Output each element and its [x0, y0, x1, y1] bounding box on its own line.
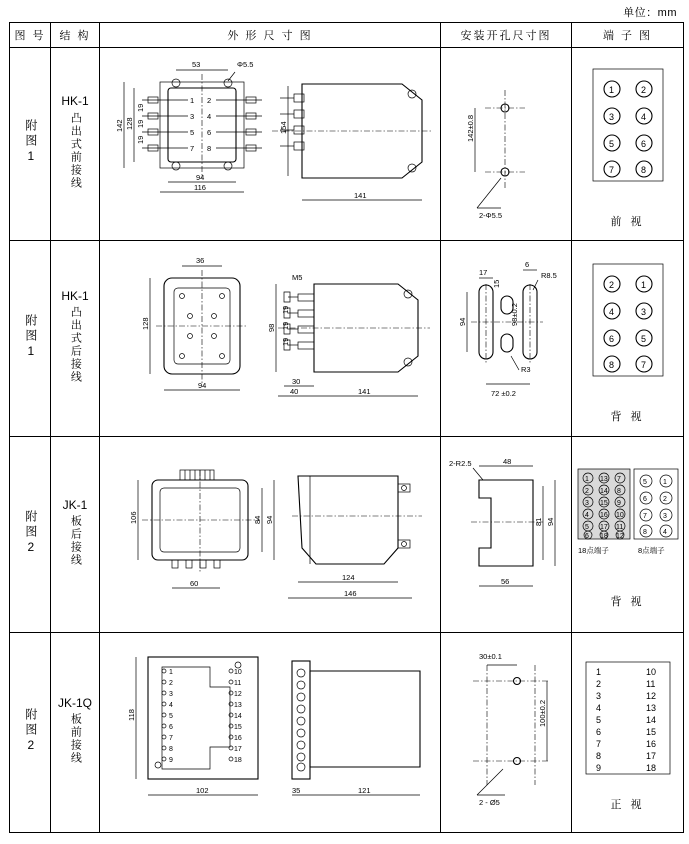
svg-text:19: 19	[136, 119, 145, 128]
svg-text:30: 30	[292, 376, 301, 386]
svg-text:4: 4	[207, 112, 212, 121]
svg-text:14: 14	[600, 487, 608, 495]
svg-text:6: 6	[169, 723, 173, 731]
svg-text:102: 102	[196, 785, 209, 795]
row-no-label-3: 附图2	[23, 509, 38, 557]
svg-text:30±0.1: 30±0.1	[479, 651, 502, 661]
terminal-diagram-3	[574, 461, 681, 591]
svg-text:11: 11	[616, 523, 624, 531]
struct-name-3: JK-1	[62, 497, 88, 512]
svg-text:94: 94	[196, 173, 205, 182]
svg-text:10: 10	[646, 666, 657, 677]
hole-drawing-3	[443, 440, 569, 630]
terminal-diagram-2	[574, 254, 681, 406]
svg-text:9: 9	[596, 762, 602, 773]
row-dim-cell-1	[100, 48, 441, 241]
struct-desc-2: 凸出式后接线	[69, 306, 82, 385]
svg-text:6: 6	[609, 333, 615, 344]
svg-text:17: 17	[479, 267, 488, 277]
row-hole-cell-2	[441, 241, 572, 437]
row-dim-cell-4	[100, 633, 441, 833]
row-no-cell-3	[10, 437, 51, 633]
svg-text:7: 7	[617, 475, 621, 483]
svg-text:84: 84	[253, 515, 262, 524]
row-struct-cell-3	[51, 437, 100, 633]
svg-text:18: 18	[646, 762, 657, 773]
svg-text:3: 3	[596, 690, 602, 701]
svg-text:8: 8	[596, 750, 602, 761]
svg-text:16: 16	[600, 511, 608, 519]
svg-text:16: 16	[234, 734, 242, 742]
svg-text:116: 116	[194, 183, 206, 192]
svg-text:9: 9	[617, 499, 621, 507]
svg-text:53: 53	[192, 60, 201, 69]
svg-text:94: 94	[546, 517, 555, 526]
svg-text:3: 3	[190, 112, 195, 121]
hole-drawing-2	[443, 244, 569, 434]
svg-text:5: 5	[641, 333, 647, 344]
svg-text:48: 48	[503, 456, 512, 466]
svg-text:2-R2.5: 2-R2.5	[449, 458, 472, 468]
svg-text:R8.5: R8.5	[541, 270, 557, 280]
svg-text:6: 6	[585, 532, 589, 540]
table-row	[10, 437, 684, 633]
svg-text:98: 98	[267, 323, 276, 332]
row-term-cell-4	[572, 633, 684, 833]
svg-text:7: 7	[190, 144, 195, 153]
svg-text:19: 19	[136, 135, 145, 144]
svg-text:2: 2	[207, 96, 212, 105]
svg-text:9: 9	[169, 756, 173, 764]
svg-text:5: 5	[596, 714, 602, 725]
svg-text:4: 4	[663, 528, 667, 536]
svg-text:19: 19	[281, 337, 290, 346]
svg-text:10: 10	[234, 668, 242, 676]
header-col-hole: 安装开孔尺寸图	[441, 23, 572, 48]
svg-text:1: 1	[169, 668, 173, 676]
terminal-diagram-1	[574, 59, 681, 211]
svg-text:141: 141	[358, 386, 371, 396]
svg-text:19: 19	[281, 321, 290, 330]
svg-text:1: 1	[609, 85, 615, 95]
row-no-label-2: 附图1	[23, 313, 38, 361]
struct-name-4: JK-1Q	[57, 695, 92, 710]
svg-text:19: 19	[136, 103, 145, 112]
row-term-cell-2	[572, 241, 684, 437]
svg-text:5: 5	[169, 712, 173, 720]
svg-text:8: 8	[643, 528, 647, 536]
svg-text:17: 17	[646, 750, 657, 761]
svg-text:94: 94	[198, 380, 207, 390]
svg-text:100±0.2: 100±0.2	[538, 699, 547, 727]
svg-text:3: 3	[609, 112, 615, 122]
svg-text:18点端子: 18点端子	[578, 545, 609, 555]
svg-text:5: 5	[585, 523, 589, 531]
svg-text:94: 94	[458, 317, 467, 326]
table-row	[10, 241, 684, 437]
svg-text:6: 6	[525, 259, 530, 269]
row-struct-cell-1	[51, 48, 100, 241]
svg-text:13: 13	[234, 701, 242, 709]
svg-text:35: 35	[292, 785, 301, 795]
svg-text:2: 2	[169, 679, 173, 687]
svg-text:14: 14	[234, 712, 242, 720]
svg-text:5: 5	[643, 478, 647, 486]
svg-text:2: 2	[609, 279, 615, 290]
term-caption-2: 背 视	[610, 410, 645, 423]
svg-text:124: 124	[342, 572, 355, 582]
struct-desc-3: 板后接线	[69, 515, 82, 568]
row-term-cell-3	[572, 437, 684, 633]
svg-text:12: 12	[234, 690, 242, 698]
svg-text:2: 2	[663, 495, 667, 503]
struct-name-1: HK-1	[61, 94, 89, 109]
svg-text:2: 2	[585, 487, 589, 495]
unit-note: 单位：mm	[623, 7, 677, 19]
svg-text:118: 118	[127, 708, 136, 721]
svg-text:15: 15	[234, 723, 242, 731]
svg-text:17: 17	[234, 745, 242, 753]
svg-text:13: 13	[600, 475, 608, 483]
svg-text:8: 8	[169, 745, 173, 753]
row-hole-cell-1	[441, 48, 572, 241]
terminal-diagram-4	[574, 654, 681, 794]
row-struct-cell-4	[51, 633, 100, 833]
header-col-dim: 外 形 尺 寸 图	[100, 23, 441, 48]
svg-text:18: 18	[234, 756, 242, 764]
row-struct-cell-2	[51, 241, 100, 437]
svg-text:60: 60	[190, 578, 199, 588]
svg-text:11: 11	[234, 679, 242, 687]
svg-text:12: 12	[616, 532, 624, 540]
svg-text:94: 94	[265, 515, 274, 524]
dimension-table	[9, 22, 684, 833]
svg-text:36: 36	[196, 255, 205, 265]
svg-text:4: 4	[169, 701, 173, 709]
svg-text:8: 8	[207, 144, 212, 153]
svg-text:8: 8	[617, 487, 621, 495]
row-dim-cell-2	[100, 241, 441, 437]
svg-text:2: 2	[596, 678, 602, 689]
svg-text:6: 6	[207, 128, 212, 137]
svg-text:15: 15	[646, 726, 657, 737]
svg-text:3: 3	[585, 499, 589, 507]
svg-text:4: 4	[641, 112, 647, 122]
svg-text:2: 2	[641, 85, 647, 95]
svg-text:3: 3	[663, 512, 667, 520]
struct-desc-4: 板前接线	[69, 713, 82, 766]
svg-text:7: 7	[596, 738, 602, 749]
svg-text:1: 1	[596, 666, 602, 677]
outline-drawing-4	[102, 635, 438, 831]
row-hole-cell-3	[441, 437, 572, 633]
svg-text:6: 6	[643, 495, 647, 503]
svg-text:142: 142	[115, 119, 124, 132]
outline-drawing-3	[102, 440, 438, 630]
svg-text:3: 3	[641, 306, 647, 317]
svg-text:7: 7	[641, 359, 647, 370]
row-hole-cell-4	[441, 633, 572, 833]
outline-drawing-2	[102, 244, 438, 434]
svg-text:M5: M5	[292, 272, 303, 282]
svg-text:17: 17	[600, 523, 608, 531]
svg-text:Φ5.5: Φ5.5	[237, 60, 254, 69]
row-dim-cell-3	[100, 437, 441, 633]
svg-text:14: 14	[646, 714, 657, 725]
svg-text:106: 106	[129, 510, 138, 524]
svg-text:8点端子: 8点端子	[638, 545, 665, 555]
svg-text:19: 19	[281, 305, 290, 314]
svg-text:2-Φ5.5: 2-Φ5.5	[479, 211, 503, 220]
svg-text:128: 128	[125, 117, 134, 130]
svg-text:7: 7	[643, 512, 647, 520]
term-caption-3: 背 视	[610, 595, 645, 608]
table-row	[10, 48, 684, 241]
svg-text:2 - Ø5: 2 - Ø5	[479, 797, 500, 807]
svg-text:6: 6	[641, 139, 647, 149]
svg-text:R3: R3	[521, 364, 531, 374]
table-header-row	[10, 23, 684, 48]
struct-name-2: HK-1	[61, 288, 89, 303]
svg-text:141: 141	[354, 191, 367, 200]
term-caption-1: 前 视	[610, 216, 645, 228]
svg-text:5: 5	[609, 139, 615, 149]
svg-text:18: 18	[600, 532, 608, 540]
outline-drawing-1	[102, 50, 438, 238]
term-caption-4: 正 视	[610, 798, 645, 811]
hole-drawing-1	[443, 50, 569, 238]
row-no-cell-1	[10, 48, 51, 241]
svg-text:121: 121	[358, 785, 371, 795]
svg-text:154: 154	[279, 121, 288, 134]
svg-text:4: 4	[609, 306, 615, 317]
svg-text:10: 10	[616, 511, 624, 519]
row-no-label-1: 附图1	[23, 119, 38, 166]
svg-text:1: 1	[190, 96, 195, 105]
svg-text:56: 56	[501, 576, 510, 586]
svg-text:40: 40	[290, 386, 299, 396]
svg-text:128: 128	[141, 316, 150, 330]
svg-text:6: 6	[596, 726, 602, 737]
struct-desc-1: 凸出式前接线	[69, 111, 82, 190]
header-col-term: 端 子 图	[572, 23, 684, 48]
svg-text:12: 12	[646, 690, 657, 701]
svg-text:146: 146	[344, 588, 357, 598]
hole-drawing-4	[443, 635, 569, 831]
svg-text:1: 1	[663, 478, 667, 486]
svg-text:98±0.2: 98±0.2	[510, 302, 519, 326]
svg-text:15: 15	[600, 499, 608, 507]
svg-text:7: 7	[169, 734, 173, 742]
svg-text:7: 7	[609, 165, 615, 175]
row-term-cell-1	[572, 48, 684, 241]
row-no-cell-2	[10, 241, 51, 437]
row-no-label-4: 附图2	[23, 707, 38, 755]
svg-text:4: 4	[585, 511, 589, 519]
svg-text:72 ±0.2: 72 ±0.2	[491, 388, 516, 398]
svg-text:4: 4	[596, 702, 602, 713]
svg-text:3: 3	[169, 690, 173, 698]
svg-text:81: 81	[534, 517, 543, 526]
header-col-struct: 结 构	[51, 23, 100, 48]
row-no-cell-4	[10, 633, 51, 833]
svg-text:8: 8	[609, 359, 615, 370]
svg-text:15: 15	[492, 279, 501, 288]
header-col-no: 图 号	[10, 23, 51, 48]
svg-text:1: 1	[641, 279, 647, 290]
svg-text:142±0.8: 142±0.8	[466, 114, 475, 142]
table-row	[10, 633, 684, 833]
svg-text:5: 5	[190, 128, 195, 137]
svg-text:13: 13	[646, 702, 657, 713]
svg-text:16: 16	[646, 738, 657, 749]
svg-text:8: 8	[641, 165, 647, 175]
svg-text:1: 1	[585, 475, 589, 483]
svg-text:11: 11	[646, 678, 656, 689]
